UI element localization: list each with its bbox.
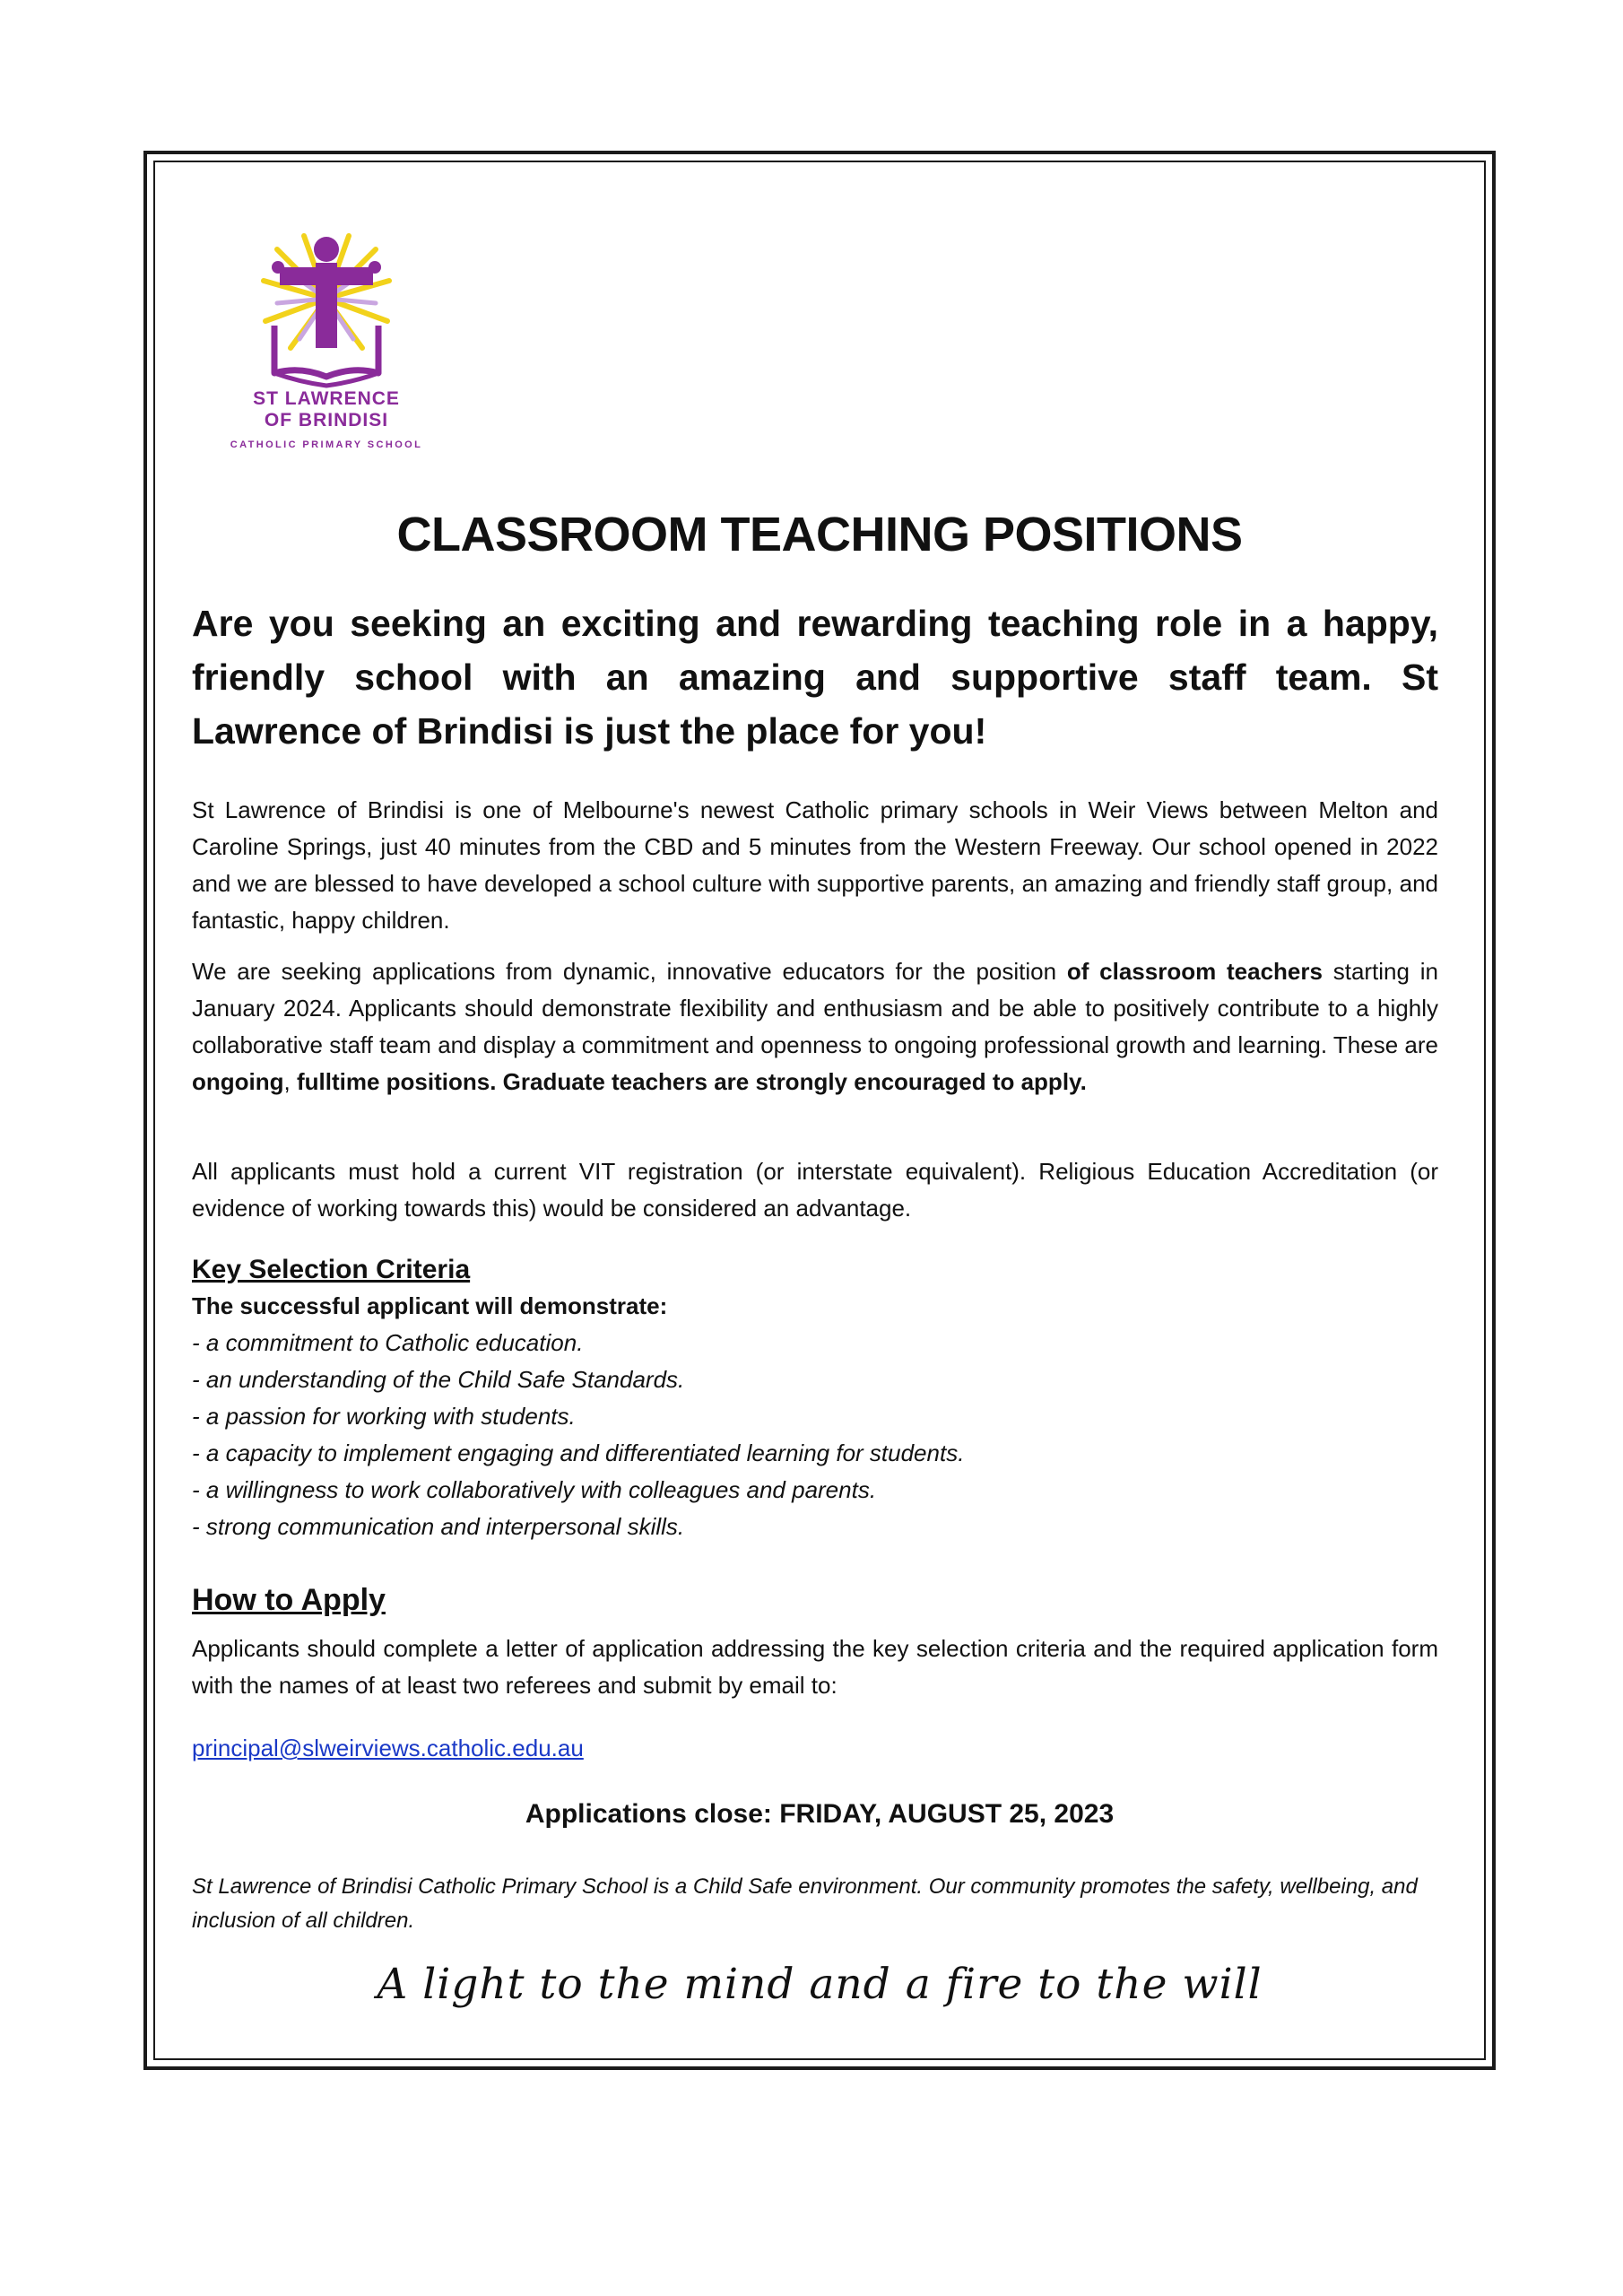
logo-name <box>192 388 461 431</box>
position-bold-3: fulltime positions. Graduate teachers are strongly encouraged to apply. <box>296 1068 1087 1095</box>
selection-criteria <box>192 1252 1438 1545</box>
apply-instructions: Applicants should complete a letter of application addressing the key selection criteria and the required application form with the names of at least two referees and submit by email to: <box>192 1635 1438 1699</box>
criteria-heading: Key Selection Criteria <box>192 1255 471 1284</box>
position-bold-2: ongoing <box>192 1068 284 1095</box>
position-description <box>192 953 1438 1100</box>
school-motto: A light to the mind and a fire to the will <box>377 1960 1263 2009</box>
logo-line-1: ST LAWRENCE <box>253 388 400 409</box>
criteria-intro: The successful applicant will demonstrate: <box>192 1292 668 1319</box>
child-safe-statement: St Lawrence of Brindisi Catholic Primary School is a Child Safe environment. Our community promotes the safety, wellbeing, and inclusion of all children. <box>192 1874 1418 1933</box>
closing-date: Applications close: FRIDAY, AUGUST 25, 2023 <box>525 1799 1115 1829</box>
position-text-2: starting in January 2024. Applicants should demonstrate flexibility and enthusiasm and be able to positively contribute to a highly collaborative staff team and display a commitment and openness to ongoing professional growth and learning. These are <box>192 958 1438 1058</box>
criteria-list <box>192 1325 1438 1545</box>
position-bold-1: of classroom teachers <box>1066 958 1323 985</box>
logo-line-2: OF BRINDISI <box>264 410 389 430</box>
logo-subtitle: CATHOLIC PRIMARY SCHOOL <box>230 439 423 450</box>
position-text-3: , <box>283 1068 297 1095</box>
email-link[interactable]: principal@slweirviews.catholic.edu.au <box>192 1735 584 1761</box>
how-to-apply-heading: How to Apply <box>192 1583 386 1617</box>
criteria-item: - a passion for working with students. <box>192 1403 576 1430</box>
lead-paragraph: Are you seeking an exciting and rewarding teaching role in a happy, friendly school with an amazing and supportive staff team. St Lawrence of Brindisi is just the place for you! <box>192 603 1438 752</box>
position-text-1: We are seeking applications from dynamic, innovative educators for the position <box>192 958 1067 985</box>
school-crest-icon <box>192 213 461 388</box>
criteria-item: - a commitment to Catholic education. <box>192 1329 584 1356</box>
criteria-item: - strong communication and interpersonal skills. <box>192 1513 685 1540</box>
requirements-paragraph: All applicants must hold a current VIT registration (or interstate equivalent). Religious Education Accreditation (or evidence of working towards this) would be considered an advantage. <box>192 1158 1438 1222</box>
page-title: CLASSROOM TEACHING POSITIONS <box>396 508 1243 561</box>
school-description: St Lawrence of Brindisi is one of Melbourne's newest Catholic primary schools in Weir Views between Melton and Caroline Springs, just 40 minutes from the CBD and 5 minutes from the Western Freeway. Our school opened in 2022 and we are blessed to have developed a school culture with supportive parents, an amazing and friendly staff group, and fantastic, happy children. <box>192 796 1438 934</box>
school-logo <box>192 213 461 469</box>
criteria-item: - a capacity to implement engaging and differentiated learning for students. <box>192 1439 965 1466</box>
criteria-item: - an understanding of the Child Safe Standards. <box>192 1366 685 1393</box>
criteria-item: - a willingness to work collaboratively with colleagues and parents. <box>192 1476 877 1503</box>
